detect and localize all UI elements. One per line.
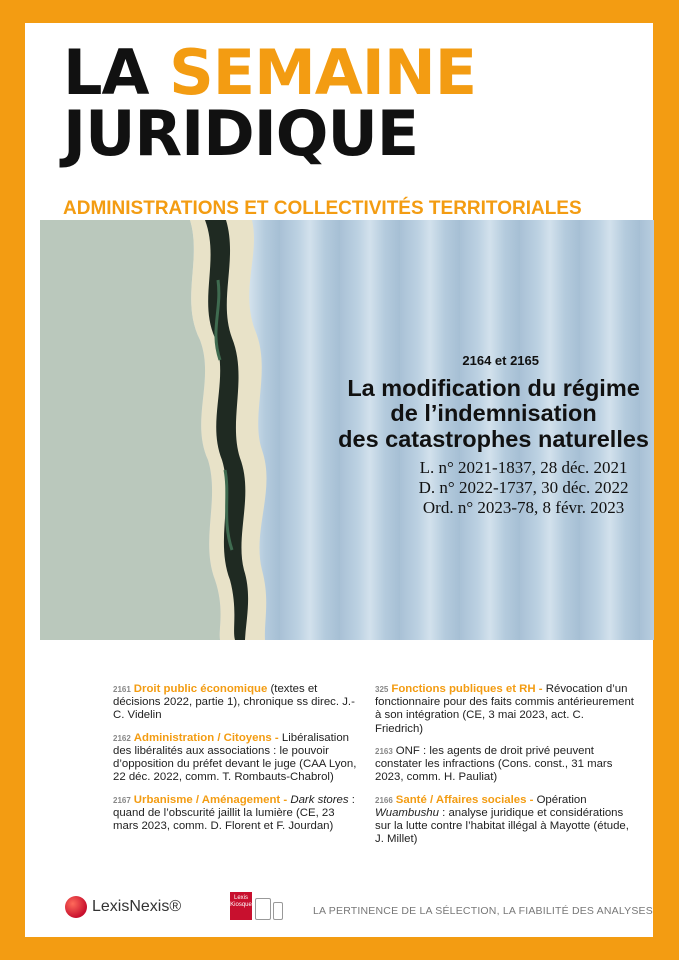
journal-subtitle: ADMINISTRATIONS ET COLLECTIVITÉS TERRITORIALES (63, 198, 582, 219)
masthead-la: LA (63, 36, 149, 109)
summary-entry (113, 683, 358, 723)
kiosque-badge: Lexis Kiosque (230, 892, 252, 920)
feature-title-line: des catastrophes naturelles (338, 425, 649, 452)
feature-ref: 2164 et 2165 (462, 353, 539, 368)
entry-text: Révocation d’un fonctionnaire pour des faits commis antérieurement à son intégration (CE, 3 mai 2023, act. C. Friedrich) (375, 683, 634, 735)
feature-title-line: La modification du régime (347, 375, 640, 401)
entry-text: : analyse juridique et considérations sur la lutte contre l’habitat illégal à Mayotte (étude, J. Millet) (375, 806, 629, 846)
legal-text: L. n° 2021-1837, 28 déc. 2021 (419, 458, 628, 478)
entry-number: 325 (375, 685, 389, 694)
phone-icon (273, 902, 283, 920)
legal-text: Ord. n° 2023-78, 8 févr. 2023 (422, 498, 625, 518)
entry-text: : quand de l’obscurité jaillit la lumière (CE, 23 mars 2023, comm. D. Florent et F. Jourdan) (113, 793, 355, 832)
lexisnexis-wordmark: LexisNexis® (92, 898, 182, 915)
masthead (63, 36, 477, 170)
entry-number: 2166 (375, 795, 393, 805)
summary-entry: 2166 Santé / Affaires sociales - Opération Wuambushu : analyse juridique et considérations sur la lutte contre l’habitat illégal à Mayotte (étude, J. Millet) (375, 793, 629, 846)
summary-column-left (113, 683, 358, 842)
summary-entry (375, 745, 635, 785)
masthead-semaine: SEMAINE (169, 36, 477, 109)
masthead-juridique: JURIDIQUE (63, 96, 419, 170)
feature-legal-texts (338, 458, 649, 518)
entry-text: Opération (536, 793, 587, 806)
tagline: LA PERTINENCE DE LA SÉLECTION, LA FIABILITÉ DES ANALYSES (313, 905, 653, 917)
summary-entry: 325 Fonctions publiques et RH - Révocation d’un fonctionnaire pour des faits commis antérieurement à son intégration (CE, 3 mai 2023, act. C. Friedrich) (375, 683, 634, 735)
entry-rubric: Administration / Citoyens (133, 731, 272, 744)
feature-title (338, 376, 649, 452)
entry-number: 2161 (113, 685, 131, 694)
entry-italic: Dark stores (290, 793, 349, 806)
tablet-icon (255, 898, 271, 920)
entry-text: ONF : les agents de droit privé peuvent constater les infractions (Cons. const., 31 mars 2023, comm. H. Pauliat) (375, 744, 613, 784)
summary-entry: 2167 Urbanisme / Aménagement - Dark stores : quand de l’obscurité jaillit la lumière (CE, 23 mars 2023, comm. D. Florent et F. Jourdan) (113, 793, 355, 832)
summary-entry: 2162 Administration / Citoyens - Libéralisation des libéralités aux associations : le pouvoir d’opposition du préfet devant le juge (CAA Lyon, 22 déc. 2022, comm. T. Rombauts-Chabrol) (113, 731, 357, 784)
entry-rubric: Fonctions publiques et RH (391, 683, 536, 695)
entry-number: 2163 (375, 746, 393, 756)
cover-footer (25, 880, 653, 930)
entry-rubric: Urbanisme / Aménagement (133, 793, 281, 806)
feature-block (338, 353, 649, 518)
legal-text: D. n° 2022-1737, 30 déc. 2022 (418, 478, 629, 498)
entry-rubric: Droit public économique (133, 683, 268, 695)
entry-rubric: Santé / Affaires sociales (395, 793, 527, 806)
entry-number: 2167 (113, 795, 131, 805)
entry-number: 2162 (113, 733, 131, 743)
lexis-kiosque-logo (230, 892, 283, 920)
entry-italic: Wuambushu (375, 806, 439, 819)
entry-text: Libéralisation des libéralités aux associations : le pouvoir d’opposition du préfet devant le juge (CAA Lyon, 22 déc. 2022, comm. T. Rombauts-Chabrol) (113, 731, 357, 784)
summary-column-right (375, 683, 635, 855)
feature-title-line: de l’indemnisation (390, 400, 597, 427)
lexisnexis-globe-icon (65, 896, 87, 918)
lexisnexis-logo (65, 896, 181, 918)
entry-text: (textes et décisions 2022, partie 1), chronique ss direc. J.-C. Videlin (113, 683, 355, 722)
